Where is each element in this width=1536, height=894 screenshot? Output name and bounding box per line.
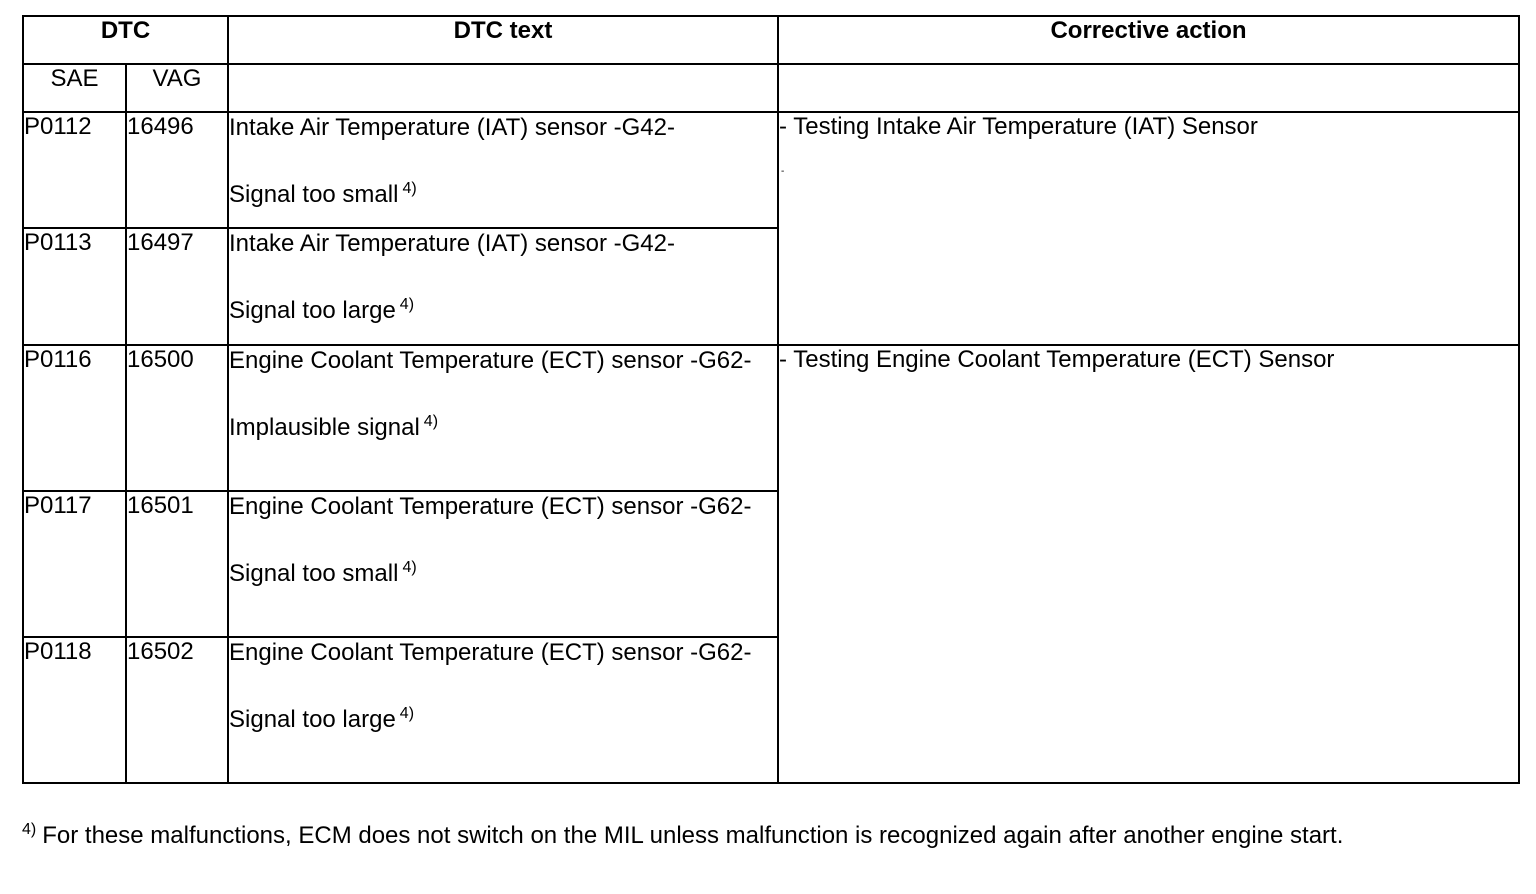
table-row [23, 112, 1519, 228]
sae-code: P0116 [23, 345, 126, 491]
dtc-description: Engine Coolant Temperature (ECT) sensor -G62- [229, 639, 752, 666]
header-vag: VAG [126, 64, 228, 112]
dtc-description: Engine Coolant Temperature (ECT) sensor -G62- [229, 493, 752, 520]
dtc-condition: Signal too large [229, 297, 396, 324]
dtc-text-cell [228, 637, 778, 783]
dtc-text-cell [228, 491, 778, 637]
dtc-text-cell [228, 228, 778, 345]
dtc-table [22, 15, 1520, 784]
footnote-ref: 4) [402, 559, 417, 576]
subheader-empty-text [228, 64, 778, 112]
vag-code: 16497 [126, 228, 228, 345]
header-row [23, 16, 1519, 64]
subheader-row [23, 64, 1519, 112]
footnote-ref: 4) [402, 180, 417, 197]
table-row [23, 345, 1519, 491]
dtc-text-cell [228, 112, 778, 228]
header-sae: SAE [23, 64, 126, 112]
corrective-action-ect [778, 345, 1519, 783]
dtc-condition: Signal too small [229, 181, 399, 208]
footnote-ref: 4) [423, 413, 439, 430]
subheader-empty-action [778, 64, 1519, 112]
footnote-marker: 4) [22, 821, 37, 838]
stray-dash-mark: - [781, 166, 785, 177]
action-label: - Testing Engine Coolant Temperature (ECT) Sensor [779, 346, 1335, 373]
dtc-description: Engine Coolant Temperature (ECT) sensor -G62- [229, 347, 752, 374]
dtc-condition: Signal too large [229, 706, 396, 733]
sae-code: P0112 [23, 112, 126, 228]
footnote-text: For these malfunctions, ECM does not switch on the MIL unless malfunction is recognized again after another engine start. [42, 822, 1344, 849]
dtc-condition: Implausible signal [229, 414, 420, 441]
vag-code: 16502 [126, 637, 228, 783]
sae-code: P0113 [23, 228, 126, 345]
sae-code: P0117 [23, 491, 126, 637]
header-corrective-action: Corrective action [778, 16, 1519, 64]
vag-code: 16500 [126, 345, 228, 491]
footnote-ref: 4) [399, 296, 415, 313]
vag-code: 16496 [126, 112, 228, 228]
action-label: - Testing Intake Air Temperature (IAT) Sensor [779, 113, 1258, 140]
dtc-description: Intake Air Temperature (IAT) sensor -G42- [229, 230, 675, 257]
footnote-ref: 4) [399, 705, 415, 722]
dtc-description: Intake Air Temperature (IAT) sensor -G42- [229, 114, 675, 141]
header-dtc: DTC [23, 16, 228, 64]
sae-code: P0118 [23, 637, 126, 783]
dtc-text-cell [228, 345, 778, 491]
header-dtc-text: DTC text [228, 16, 778, 64]
corrective-action-iat [778, 112, 1519, 345]
footnote [22, 822, 1343, 850]
dtc-condition: Signal too small [229, 560, 399, 587]
vag-code: 16501 [126, 491, 228, 637]
